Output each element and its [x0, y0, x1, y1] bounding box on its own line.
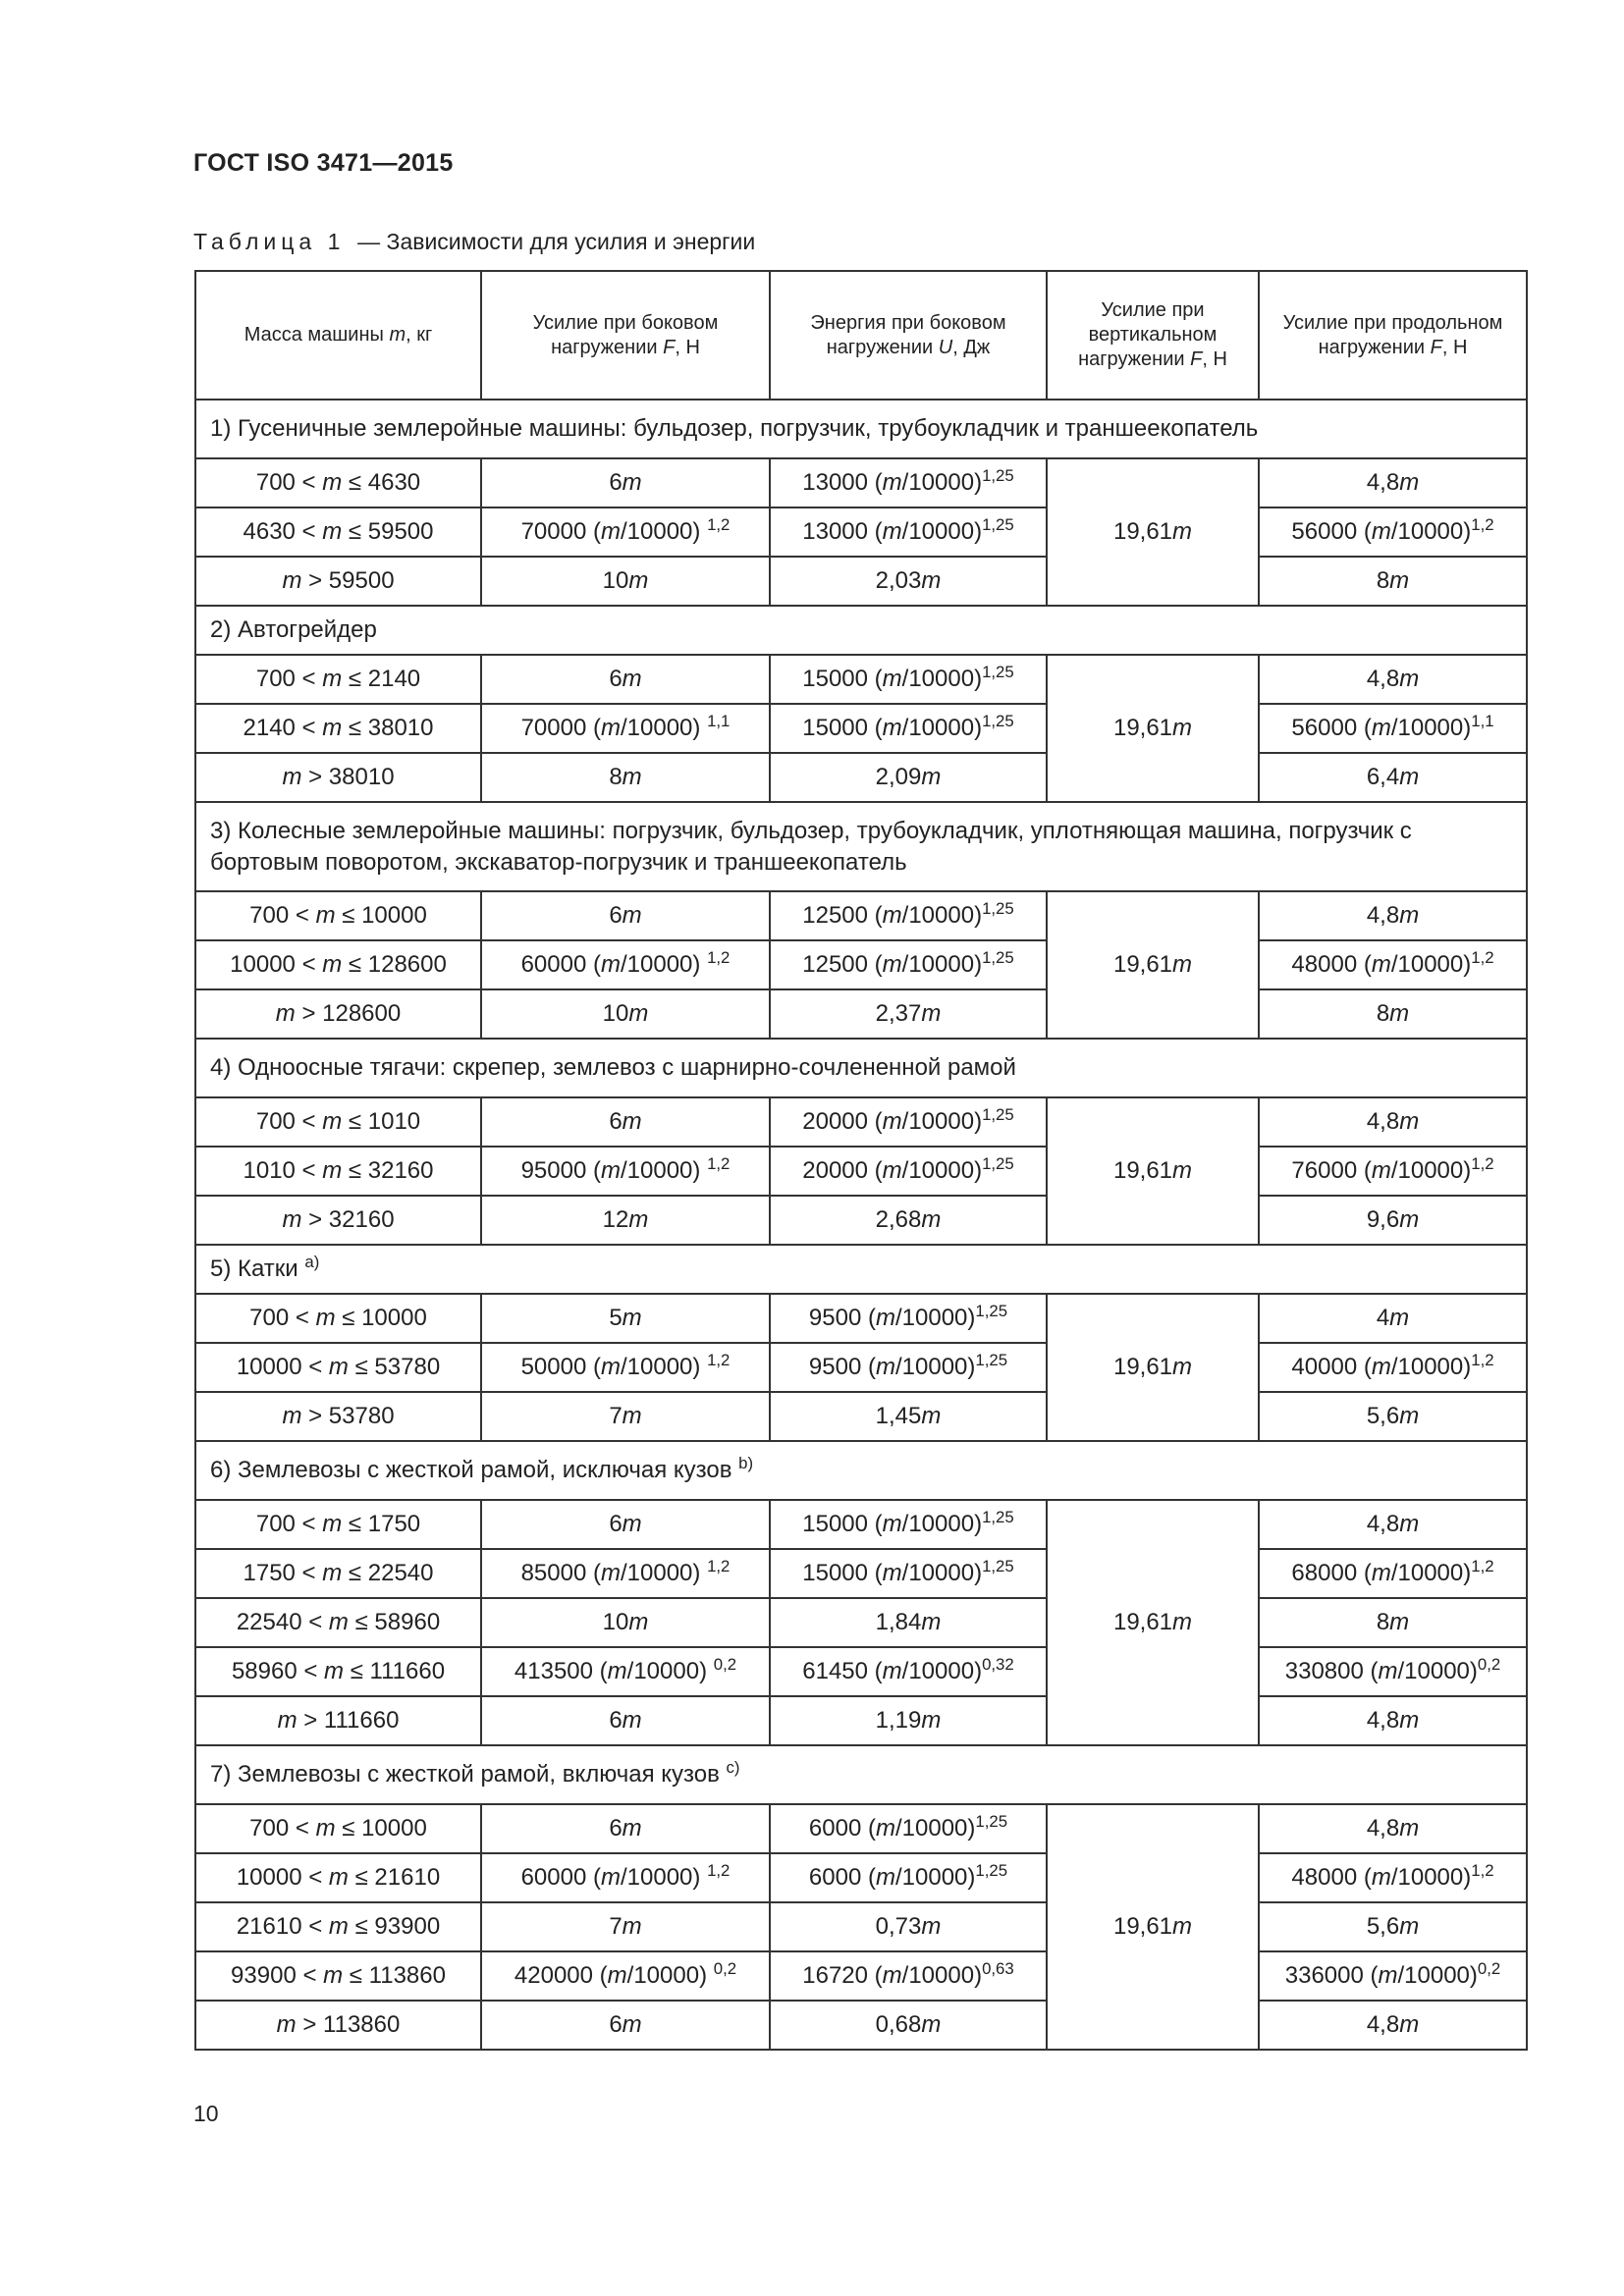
cell-mass: m > 38010 — [195, 753, 481, 802]
cell-lateral-energy: 2,37m — [770, 989, 1047, 1039]
table-row — [195, 1500, 1527, 1549]
cell-lateral-force: 70000 (m/10000) $^{1,2}$ — [481, 507, 770, 557]
cell-mass: 10000 < m ≤ 21610 — [195, 1853, 481, 1902]
header-mass: Масса машины m, кг — [195, 271, 481, 400]
table-caption — [193, 229, 755, 255]
cell-mass: m > 53780 — [195, 1392, 481, 1441]
cell-vertical-force: 19,61m — [1047, 655, 1259, 802]
cell-mass: 10000 < m ≤ 53780 — [195, 1343, 481, 1392]
table-caption-label: Таблица 1 — [193, 229, 346, 254]
cell-vertical-force: 19,61m — [1047, 1500, 1259, 1745]
cell-lateral-force: 6m — [481, 1696, 770, 1745]
group-title: 7) Землевозы с жесткой рамой, включая кузов $^{c)}$ — [195, 1745, 1527, 1804]
cell-lateral-energy: 2,68m — [770, 1196, 1047, 1245]
group-header-row — [195, 1245, 1527, 1294]
group-header-row — [195, 1745, 1527, 1804]
cell-lateral-energy: 12500 $(m/10000)^{1,25}$ — [770, 940, 1047, 989]
table-row — [195, 458, 1527, 507]
cell-lateral-energy: 13000 $(m/10000)^{1,25}$ — [770, 507, 1047, 557]
cell-mass: m > 111660 — [195, 1696, 481, 1745]
cell-mass: m > 32160 — [195, 1196, 481, 1245]
cell-lateral-force: 6m — [481, 1500, 770, 1549]
table-row — [195, 940, 1527, 989]
cell-longitudinal-force: 8m — [1259, 1598, 1527, 1647]
cell-longitudinal-force: 76000 $(m/10000)^{1,2}$ — [1259, 1147, 1527, 1196]
cell-mass: 700 < m ≤ 1010 — [195, 1097, 481, 1147]
cell-lateral-energy: 13000 $(m/10000)^{1,25}$ — [770, 458, 1047, 507]
cell-longitudinal-force: 8m — [1259, 989, 1527, 1039]
table-row — [195, 1647, 1527, 1696]
cell-longitudinal-force: 4,8m — [1259, 1696, 1527, 1745]
document-header: ГОСТ ISO 3471—2015 — [193, 149, 454, 177]
cell-lateral-energy: 12500 $(m/10000)^{1,25}$ — [770, 891, 1047, 940]
cell-lateral-energy: 1,84m — [770, 1598, 1047, 1647]
cell-longitudinal-force: 4,8m — [1259, 1500, 1527, 1549]
table-row — [195, 753, 1527, 802]
cell-longitudinal-force: 9,6m — [1259, 1196, 1527, 1245]
cell-vertical-force: 19,61m — [1047, 1294, 1259, 1441]
table-row — [195, 1549, 1527, 1598]
cell-longitudinal-force: 4,8m — [1259, 655, 1527, 704]
cell-longitudinal-force: 4m — [1259, 1294, 1527, 1343]
table-row — [195, 1392, 1527, 1441]
group-title: 6) Землевозы с жесткой рамой, исключая кузов $^{b)}$ — [195, 1441, 1527, 1500]
table-header-row — [195, 271, 1527, 400]
header-longitudinal-force: Усилие при продольном нагружении F, Н — [1259, 271, 1527, 400]
cell-mass: 4630 < m ≤ 59500 — [195, 507, 481, 557]
table-row — [195, 1598, 1527, 1647]
cell-mass: 58960 < m ≤ 111660 — [195, 1647, 481, 1696]
table-row — [195, 2001, 1527, 2050]
cell-lateral-force: 7m — [481, 1902, 770, 1951]
table-row — [195, 1902, 1527, 1951]
table-row — [195, 1853, 1527, 1902]
cell-lateral-force: 10m — [481, 1598, 770, 1647]
cell-lateral-force: 10m — [481, 557, 770, 606]
cell-lateral-force: 10m — [481, 989, 770, 1039]
cell-lateral-force: 6m — [481, 891, 770, 940]
cell-lateral-force: 6m — [481, 655, 770, 704]
cell-longitudinal-force: 40000 $(m/10000)^{1,2}$ — [1259, 1343, 1527, 1392]
table-row — [195, 891, 1527, 940]
cell-longitudinal-force: 48000 $(m/10000)^{1,2}$ — [1259, 940, 1527, 989]
cell-lateral-energy: 16720 $(m/10000)^{0,63}$ — [770, 1951, 1047, 2001]
cell-mass: 21610 < m ≤ 93900 — [195, 1902, 481, 1951]
cell-lateral-force: 12m — [481, 1196, 770, 1245]
table-row — [195, 1951, 1527, 2001]
cell-lateral-force: 6m — [481, 2001, 770, 2050]
cell-longitudinal-force: 4,8m — [1259, 891, 1527, 940]
cell-vertical-force: 19,61m — [1047, 891, 1259, 1039]
table-row — [195, 704, 1527, 753]
cell-lateral-force: 6m — [481, 1097, 770, 1147]
cell-lateral-force: 7m — [481, 1392, 770, 1441]
cell-lateral-force: 5m — [481, 1294, 770, 1343]
cell-lateral-energy: 20000 $(m/10000)^{1,25}$ — [770, 1147, 1047, 1196]
cell-mass: m > 59500 — [195, 557, 481, 606]
cell-longitudinal-force: 8m — [1259, 557, 1527, 606]
cell-lateral-energy: 6000 $(m/10000)^{1,25}$ — [770, 1804, 1047, 1853]
table-row — [195, 1294, 1527, 1343]
cell-mass: 1750 < m ≤ 22540 — [195, 1549, 481, 1598]
cell-longitudinal-force: 4,8m — [1259, 1804, 1527, 1853]
cell-mass: 1010 < m ≤ 32160 — [195, 1147, 481, 1196]
cell-longitudinal-force: 5,6m — [1259, 1392, 1527, 1441]
force-energy-table — [194, 270, 1528, 2051]
header-vertical-force: Усилие при вертикальном нагружении F, Н — [1047, 271, 1259, 400]
cell-lateral-energy: 2,09m — [770, 753, 1047, 802]
cell-lateral-energy: 15000 $(m/10000)^{1,25}$ — [770, 704, 1047, 753]
cell-lateral-force: 6m — [481, 1804, 770, 1853]
table-row — [195, 557, 1527, 606]
cell-longitudinal-force: 56000 $(m/10000)^{1,2}$ — [1259, 507, 1527, 557]
cell-mass: 93900 < m ≤ 113860 — [195, 1951, 481, 2001]
table-row — [195, 1696, 1527, 1745]
cell-longitudinal-force: 6,4m — [1259, 753, 1527, 802]
cell-vertical-force: 19,61m — [1047, 458, 1259, 606]
cell-longitudinal-force: 56000 $(m/10000)^{1,1}$ — [1259, 704, 1527, 753]
group-header-row — [195, 1441, 1527, 1500]
cell-lateral-energy: 1,45m — [770, 1392, 1047, 1441]
cell-mass: 700 < m ≤ 10000 — [195, 1294, 481, 1343]
group-header-row — [195, 606, 1527, 655]
table-row — [195, 1147, 1527, 1196]
group-header-row — [195, 1039, 1527, 1097]
cell-longitudinal-force: 4,8m — [1259, 1097, 1527, 1147]
cell-lateral-energy: 15000 $(m/10000)^{1,25}$ — [770, 1549, 1047, 1598]
cell-longitudinal-force: 336000 $(m/10000)^{0,2}$ — [1259, 1951, 1527, 2001]
cell-lateral-energy: 15000 $(m/10000)^{1,25}$ — [770, 655, 1047, 704]
header-lateral-energy: Энергия при боковом нагружении U, Дж — [770, 271, 1047, 400]
cell-mass: 22540 < m ≤ 58960 — [195, 1598, 481, 1647]
group-title: 5) Катки $^{a)}$ — [195, 1245, 1527, 1294]
cell-mass: 700 < m ≤ 1750 — [195, 1500, 481, 1549]
cell-longitudinal-force: 68000 $(m/10000)^{1,2}$ — [1259, 1549, 1527, 1598]
cell-lateral-energy: 1,19m — [770, 1696, 1047, 1745]
cell-mass: m > 113860 — [195, 2001, 481, 2050]
table-row — [195, 507, 1527, 557]
cell-lateral-energy: 20000 $(m/10000)^{1,25}$ — [770, 1097, 1047, 1147]
page-number: 10 — [193, 2101, 219, 2126]
cell-vertical-force: 19,61m — [1047, 1804, 1259, 2050]
table-body — [195, 400, 1527, 2050]
cell-mass: 2140 < m ≤ 38010 — [195, 704, 481, 753]
table-row — [195, 1804, 1527, 1853]
group-title: 2) Автогрейдер — [195, 606, 1527, 655]
cell-lateral-energy: 9500 $(m/10000)^{1,25}$ — [770, 1294, 1047, 1343]
cell-lateral-energy: 6000 $(m/10000)^{1,25}$ — [770, 1853, 1047, 1902]
cell-mass: 10000 < m ≤ 128600 — [195, 940, 481, 989]
cell-mass: m > 128600 — [195, 989, 481, 1039]
group-title: 3) Колесные землеройные машины: погрузчик, бульдозер, трубоукладчик, уплотняющая машина, погрузчик с бортовым поворотом, экскаватор-погрузчик и траншеекопатель — [195, 802, 1527, 891]
cell-mass: 700 < m ≤ 2140 — [195, 655, 481, 704]
table-row — [195, 1097, 1527, 1147]
cell-lateral-force: 95000 (m/10000) $^{1,2}$ — [481, 1147, 770, 1196]
cell-lateral-energy: 0,73m — [770, 1902, 1047, 1951]
table-caption-text: — Зависимости для усилия и энергии — [357, 229, 756, 254]
cell-mass: 700 < m ≤ 4630 — [195, 458, 481, 507]
cell-lateral-force: 60000 (m/10000) $^{1,2}$ — [481, 1853, 770, 1902]
cell-vertical-force: 19,61m — [1047, 1097, 1259, 1245]
cell-lateral-energy: 61450 $(m/10000)^{0,32}$ — [770, 1647, 1047, 1696]
cell-lateral-force: 70000 (m/10000) $^{1,1}$ — [481, 704, 770, 753]
cell-lateral-force: 60000 (m/10000) $^{1,2}$ — [481, 940, 770, 989]
cell-longitudinal-force: 48000 $(m/10000)^{1,2}$ — [1259, 1853, 1527, 1902]
table-row — [195, 655, 1527, 704]
cell-mass: 700 < m ≤ 10000 — [195, 891, 481, 940]
cell-lateral-force: 6m — [481, 458, 770, 507]
cell-longitudinal-force: 5,6m — [1259, 1902, 1527, 1951]
cell-lateral-energy: 0,68m — [770, 2001, 1047, 2050]
group-header-row — [195, 400, 1527, 458]
cell-lateral-force: 420000 (m/10000) $^{0,2}$ — [481, 1951, 770, 2001]
cell-longitudinal-force: 4,8m — [1259, 2001, 1527, 2050]
group-header-row — [195, 802, 1527, 891]
cell-longitudinal-force: 330800 $(m/10000)^{0,2}$ — [1259, 1647, 1527, 1696]
cell-lateral-energy: 9500 $(m/10000)^{1,25}$ — [770, 1343, 1047, 1392]
cell-lateral-energy: 2,03m — [770, 557, 1047, 606]
group-title: 4) Одноосные тягачи: скрепер, землевоз с шарнирно-сочлененной рамой — [195, 1039, 1527, 1097]
cell-lateral-force: 85000 (m/10000) $^{1,2}$ — [481, 1549, 770, 1598]
cell-mass: 700 < m ≤ 10000 — [195, 1804, 481, 1853]
cell-lateral-energy: 15000 $(m/10000)^{1,25}$ — [770, 1500, 1047, 1549]
table-row — [195, 989, 1527, 1039]
cell-lateral-force: 50000 (m/10000) $^{1,2}$ — [481, 1343, 770, 1392]
group-title: 1) Гусеничные землеройные машины: бульдозер, погрузчик, трубоукладчик и траншеекопатель — [195, 400, 1527, 458]
header-lateral-force: Усилие при боковом нагружении F, Н — [481, 271, 770, 400]
cell-lateral-force: 8m — [481, 753, 770, 802]
cell-longitudinal-force: 4,8m — [1259, 458, 1527, 507]
table-row — [195, 1343, 1527, 1392]
table-row — [195, 1196, 1527, 1245]
cell-lateral-force: 413500 (m/10000) $^{0,2}$ — [481, 1647, 770, 1696]
